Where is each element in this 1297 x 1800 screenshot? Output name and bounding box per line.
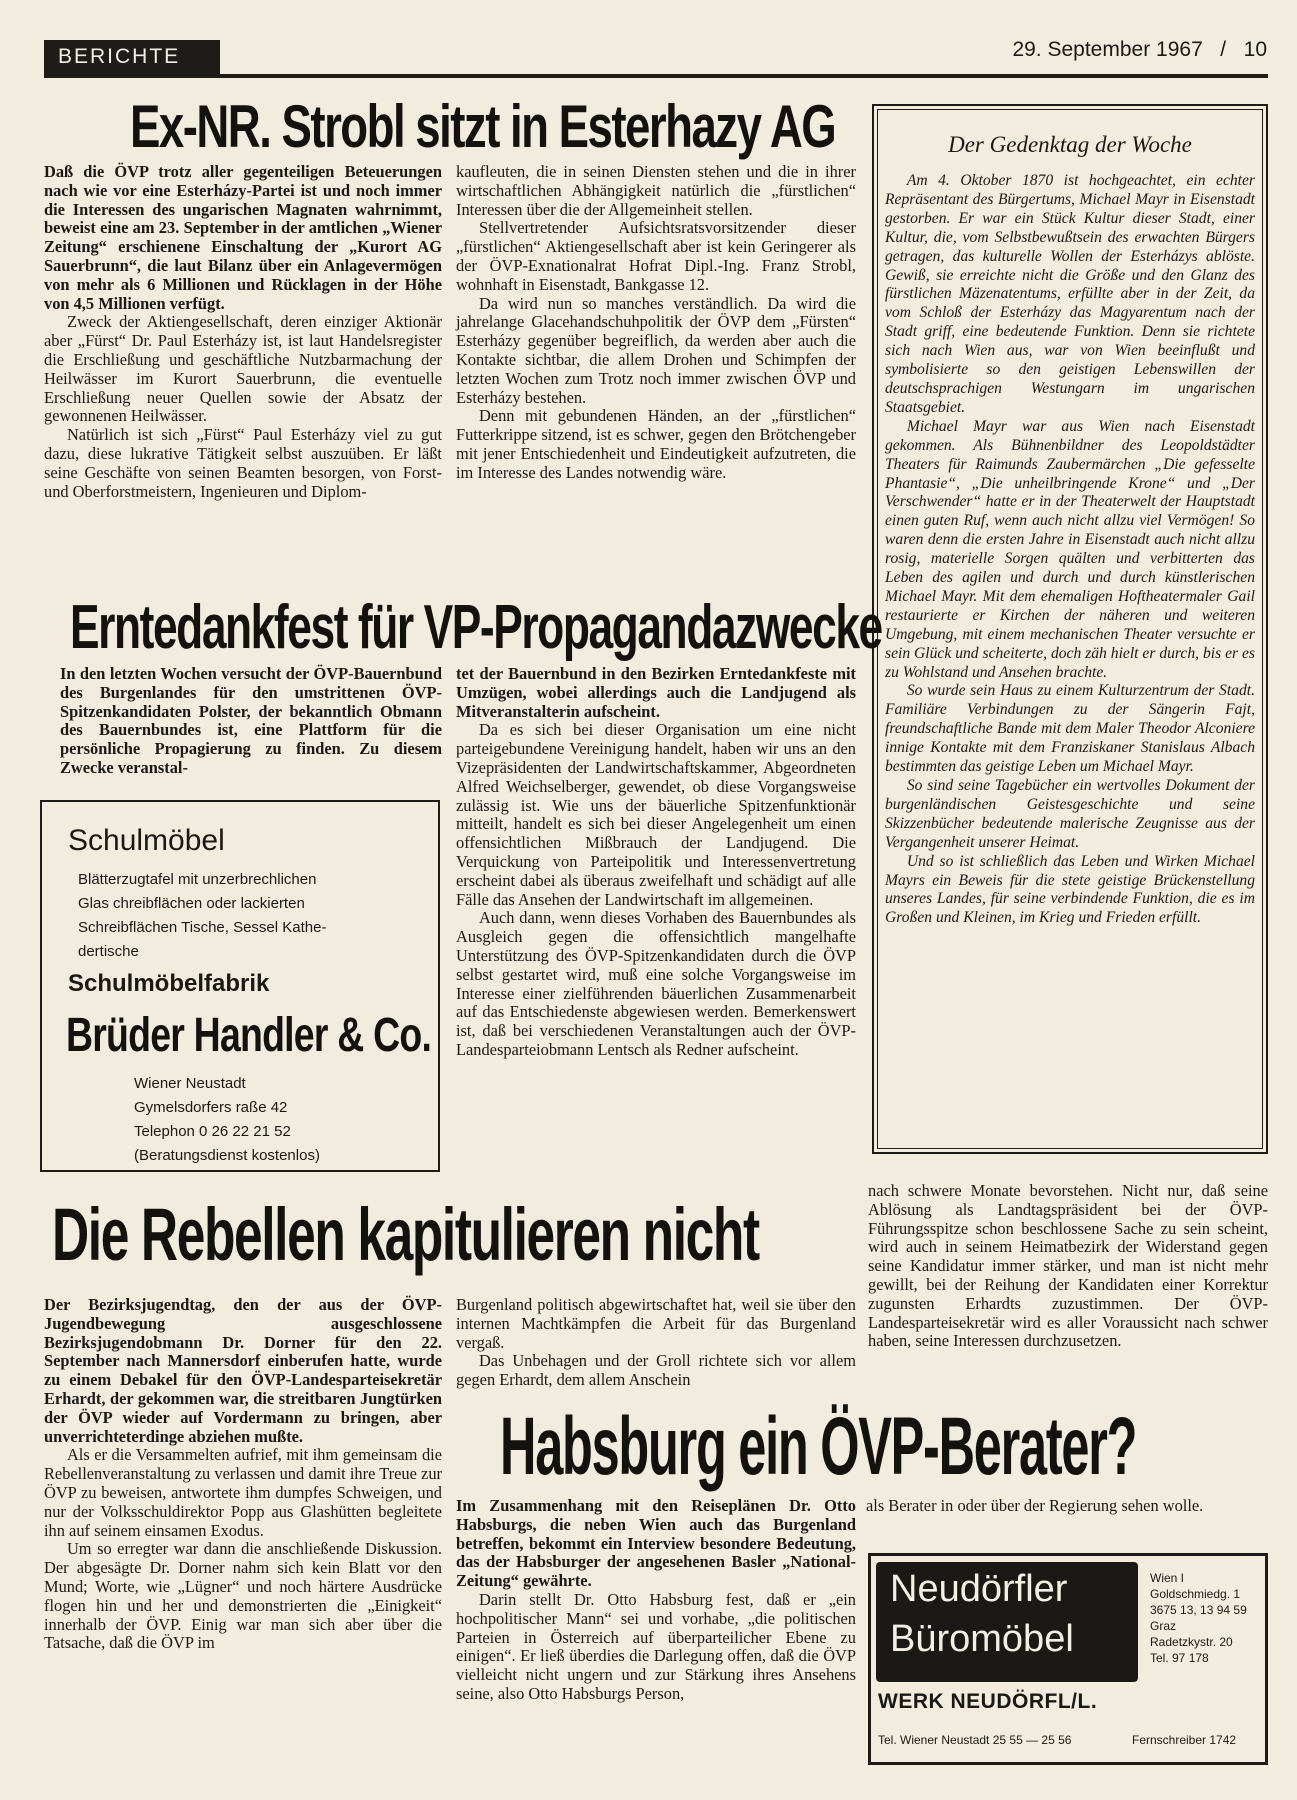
headline-strobl: Ex-NR. Strobl sitzt in Esterhazy AG xyxy=(130,93,836,160)
gedenktag-paragraph: So wurde sein Haus zu einem Kulturzentrum der Stadt. Familiäre Verbindungen zu der Sängerin Fajt, freundschaftliche Bande mit dem Maler Theodor Alconiere innige Kontakte mit dem Franziskaner Stanislaus Albach bestimmten das geistige Leben um Michael Mayr. xyxy=(885,682,1255,776)
article3-paragraph: Um so erregter war dann die anschließende Diskussion. Der abgesägte Dr. Dorner nahm sich kein Blatt vor den Mund; Worte, wie „Lügner“ und noch härtere Ausdrücke flogen hin und her und demonstrierten die „Einigkeit“ innerhalb der ÖVP. Einig war man sich aber über die Tatsache, daß die ÖVP im xyxy=(44,1539,442,1653)
gedenktag-text xyxy=(885,172,1255,928)
ad-address-line: Gymelsdorfers raße 42 xyxy=(134,1099,288,1116)
headline-erntedankfest: Erntedankfest für VP-Propagandazwecke xyxy=(70,593,882,662)
gedenktag-paragraph: So sind seine Tagebücher ein wertvolles Dokument der burgenländischen Geistesgeschichte und seine Skizzenbücher bedeutende malerische Zeugnisse aus der Vergangenheit unserer Heimat. xyxy=(885,777,1255,851)
ad-neudoerfler-works: WERK NEUDÖRFL/L. xyxy=(878,1690,1098,1713)
article4-paragraph: Darin stellt Dr. Otto Habsburg fest, daß er „ein hochpolitischer Mann“ sei und vorhabe, „die politischen Parteien in Österreich auf überparteilicher Ebene zu einigen“. Er ließ überdies die Darlegung offen, daß die ÖVP vielleicht nicht ungern und zur Stärkung ihres Ansehens seine, also Otto Habsburgs Person, xyxy=(456,1589,856,1703)
article4-col2 xyxy=(866,1497,1268,1516)
article4-col1 xyxy=(456,1497,856,1704)
article1-col2 xyxy=(456,163,856,483)
article3-col3 xyxy=(868,1182,1268,1351)
article1-lead: Daß die ÖVP trotz aller gegenteiligen Beteuerungen nach wie vor eine Esterházy-Partei ist und noch immer die Interessen des ungarischen Magnaten wahrnimmt, beweist eine am 23. September in der amtlichen „Wiener Zeitung“ erschienene Einschaltung der „Kurort AG Sauerbrunn“, die laut Bilanz über ein Anlagevermögen von mehr als 6 Millionen und Rücklagen in der Höhe von 4,5 Millionen verfügt. xyxy=(44,162,442,313)
ad-neudoerfler-telex: Fernschreiber 1742 xyxy=(1132,1733,1237,1747)
header-rule xyxy=(44,74,1268,78)
ad-contact-line: Graz xyxy=(1150,1619,1177,1633)
ad-neudoerfler-contact xyxy=(1150,1570,1247,1666)
ad-neudoerfler-line2: Büromöbel xyxy=(890,1618,1074,1660)
article4-paragraph: als Berater in oder über der Regierung sehen wolle. xyxy=(866,1496,1204,1515)
ad-company-name: Brüder Handler & Co. xyxy=(66,1009,432,1062)
article2-lead-col1 xyxy=(60,665,442,778)
article3-paragraph: Burgenland politisch abgewirtschaftet hat, weil sie über den internen Machtkämpfen die Arbeit für das Burgenland vergaß. xyxy=(456,1295,856,1352)
article1-paragraph: kaufleuten, die in seinen Diensten stehen und die in ihrer wirtschaftlichen Abhängigkeit natürlich die „fürstlichen“ Interessen über die der Allgemeinheit stellen. xyxy=(456,162,856,219)
article2-paragraph: Auch dann, wenn dieses Vorhaben des Bauernbundes als Ausgleich gegen die offensichtlich mangelhafte Unterstützung des ÖVP-Spitzenkandidaten durch die ÖVP selbst gestartet wird, muß eine solche Vorgangsweise im Interesse einer zielführenden bäuerlichen Zusammenarbeit auf das Entschiedenste abgewiesen werden. Bemerkenswert ist, daß bei verschiedenen Veranstaltungen auch der ÖVP-Landesparteiobmann Lentsch als Redner aufscheint. xyxy=(456,908,856,1059)
article1-paragraph: Zweck der Aktiengesellschaft, deren einziger Aktionär aber „Fürst“ Dr. Paul Esterházy ist, ist laut Handelsregister die Erschließung und geschäftliche Nutzbarmachung der Heilwässer im Kurort Sauerbrunn, die eventuelle Erschließung neuer Quellen sowie der Absatz der gewonnenen Heilwässer. xyxy=(44,312,442,426)
ad-contact-line: Tel. 97 178 xyxy=(1150,1651,1209,1665)
ad-contact-line: Goldschmiedg. 1 xyxy=(1150,1587,1241,1601)
article3-paragraph: Als er die Versammelten aufrief, mit ihm gemeinsam die Rebellenveranstaltung zu verlassen und damit ihre Treue zur ÖVP zu beweisen, antwortete ihm dumpfes Schweigen, und nur der Volksschuldirektor Popp aus Glashütten begleitete ihn auf seinem einsamen Exodus. xyxy=(44,1445,442,1540)
section-tag: BERICHTE xyxy=(44,40,220,74)
ad-address xyxy=(134,1072,320,1168)
ad-address-line: Wiener Neustadt xyxy=(134,1075,246,1092)
ad-desc-line: Blätterzugtafel mit unzerbrechlichen xyxy=(78,871,317,888)
ad-neudoerfler-line1: Neudörfler xyxy=(890,1568,1068,1610)
dateline xyxy=(985,38,1267,62)
headline-rebellen: Die Rebellen kapitulieren nicht xyxy=(52,1193,759,1276)
ad-desc-line: Glas chreibflächen oder lackierten xyxy=(78,895,305,912)
ad-schulmoebel-desc xyxy=(78,868,326,964)
gedenktag-paragraph: Und so ist schließlich das Leben und Wirken Michael Mayrs ein Beweis für die stete geistige Brückenstellung unseres Landes, für seine verbindende Funktion, die es im Großen und Kleinen, im Krieg und Frieden erfüllt. xyxy=(885,852,1255,927)
article2-lead-cont: tet der Bauernbund in den Bezirken Erntedankfeste mit Umzügen, wobei allerdings auch die Landjugend als Mitveranstalterin aufscheint. xyxy=(456,664,856,721)
article1-paragraph: Da wird nun so manches verständlich. Da wird die jahrelange Glacehandschuhpolitik der ÖVP dem „Fürsten“ Esterházy gegenüber begreiflich, da werden aber auch die Kontakte sichtbar, die allem Drohen und Schimpfen der letzten Wochen zum Trotz noch immer zwischen ÖVP und Esterházy bestehen. xyxy=(456,293,856,407)
article2-paragraph: Da es sich bei dieser Organisation um eine nicht parteigebundene Vereinigung handelt, haben wir uns an den Vizepräsidenten der Landwirtschaftskammer, Abgeordneten Alfred Weichselberger, gewendet, ob diese Vorgangsweise zulässig ist. Wie uns der bäuerliche Spitzenfunktionär mitteilt, handelt es sich bei dieser Angelegenheit um einen offensichtlichen Mißbrauch der Landjugend. Die Verquickung von Parteipolitik und Interessenvertretung erscheint dabei als überaus zweifelhaft und schädigt auf alle Fälle das Ansehen der Landwirtschaft im allgemeinen. xyxy=(456,720,856,909)
ad-address-line: (Beratungsdienst kostenlos) xyxy=(134,1147,320,1164)
article3-col2 xyxy=(456,1296,856,1390)
ad-contact-line: Wien I xyxy=(1150,1571,1185,1585)
article2-col2 xyxy=(456,665,856,1060)
article2-lead: In den letzten Wochen versucht der ÖVP-Bauernbund des Burgenlandes für den umstrittenen ÖVP-Spitzenkandidaten Polster, der bekanntlich Obmann des Bauernbundes ist, eine Plattform für die persönliche Propagierung zu finden. Zu diesem Zwecke veranstal- xyxy=(60,664,442,777)
article1-paragraph: Denn mit gebundenen Händen, an der „fürstlichen“ Futterkrippe sitzend, ist es schwer, gegen den Brötchengeber mit jener Entschiedenheit und Eindeutigkeit aufzutreten, die im Interesse des Landes notwendig wäre. xyxy=(456,406,856,482)
ad-address-line: Telephon 0 26 22 21 52 xyxy=(134,1123,291,1140)
date-separator: / xyxy=(1220,38,1227,61)
article4-lead: Im Zusammenhang mit den Reiseplänen Dr. Otto Habsburgs, die neben Wien auch das Burgenland betreffen, bekommt ein Interview besondere Bedeutung, das der Habsburger der angesehenen Basler „National-Zeitung“ gewährte. xyxy=(456,1496,856,1591)
ad-schulmoebel-title: Schulmöbel xyxy=(68,824,225,857)
page-number: 10 xyxy=(1243,38,1267,61)
ad-contact-line: Radetzkystr. 20 xyxy=(1150,1635,1233,1649)
gedenktag-paragraph: Am 4. Oktober 1870 ist hochgeachtet, ein echter Repräsentant des Bürgertums, Michael Mayr in Eisenstadt gestorben. Er war ein Stück Kultur dieser Stadt, einer Kultur, die, vom Selbstbewußtsein des erwachten Bürgers getragen, das kulturelle Wollen der Esterházys ablöste. Gewiß, sie erreichte nicht die Größe und den Glanz des fürstlichen Mäzenatentums, erfüllte aber in der Zeit, da vom Schloß der Esterházy das Magyarentum nach der Stadt griff, eine bedeutende Funktion. Denn sie richtete sich nach Wien aus, war von Wien beeinflußt und symbolisierte so den geistigen Lebenswillen der deutschsprachigen Westungarn im ungarischen Staatsgebiet. xyxy=(885,172,1255,416)
article1-paragraph: Natürlich ist sich „Fürst“ Paul Esterházy viel zu gut dazu, diese lukrative Tätigkeit selbst auszuüben. Er läßt seine Geschäfte von seinen Beamten besorgen, von Forst- und Oberforstmeistern, Ingenieuren und Diplom- xyxy=(44,425,442,501)
ad-factory: Schulmöbelfabrik xyxy=(68,970,270,997)
issue-date: 29. September 1967 xyxy=(1012,38,1203,61)
ad-neudoerfler-tel: Tel. Wiener Neustadt 25 55 — 25 56 xyxy=(878,1733,1072,1747)
article3-lead: Der Bezirksjugendtag, den der aus der ÖVP-Jugendbewegung ausgeschlossene Bezirksjugendobmann Dr. Dorner für den 22. September nach Mannersdorf einberufen hatte, wurde zu einem Debakel für den ÖVP-Landesparteisekretär Erhardt, der gekommen war, die streitbaren Jungtürken der ÖVP wieder auf Vordermann zu bringen, aber unverrichteterdinge abziehen mußte. xyxy=(44,1295,442,1446)
gedenktag-title: Der Gedenktag der Woche xyxy=(948,132,1192,157)
article3-paragraph: nach schwere Monate bevorstehen. Nicht nur, daß seine Ablösung als Landtagspräsident bei der ÖVP-Führungsspitze schon beschlossene Sache zu sein scheint, wird auch in seinem Heimatbezirk der Widerstand gegen seine Kandidatur immer stärker, und man ist nicht mehr gewillt, bei der Reihung der Kandidaten einer Korrektur zugunsten Erhardts zuzustimmen. Der ÖVP-Landesparteisekretär wird es aller Voraussicht nach schwer haben, seine Interessen durchzusetzen. xyxy=(868,1181,1268,1351)
article1-paragraph: Stellvertretender Aufsichtsratsvorsitzender dieser „fürstlichen“ Aktiengesellschaft aber ist kein Geringerer als der ÖVP-Exnationalrat Hofrat Dipl.-Ing. Franz Strobl, wohnhaft in Eisenstadt, Bankgasse 12. xyxy=(456,218,856,294)
article1-col1 xyxy=(44,163,442,501)
ad-contact-line: 3675 13, 13 94 59 xyxy=(1150,1603,1247,1617)
article3-paragraph: Das Unbehagen und der Groll richtete sich vor allem gegen Erhardt, dem allem Anschein xyxy=(456,1351,856,1390)
headline-habsburg: Habsburg ein ÖVP-Berater? xyxy=(500,1401,1137,1492)
ad-desc-line: Schreibflächen Tische, Sessel Kathe- xyxy=(78,919,327,936)
gedenktag-paragraph: Michael Mayr war aus Wien nach Eisenstadt gekommen. Als Bühnenbildner des Leopoldstädter Theaters für Raimunds Zaubermärchen „Die gefesselte Phantasie“, „Die unheilbringende Krone“ und „Der Verschwender“ hatte er in der Theaterwelt der Hauptstadt einen guten Ruf, wenn auch nicht allzu viel Vermögen! So waren denn die ersten Jahre in Eisenstadt auch nicht allzu rosig, materielle Sorgen quälten und verbitterten das Leben des agilen und durch und durch künstlerischen Michael Mayr. Mit dem ehemaligen Hoftheatermaler Gail restaurierte er Kirchen der näheren und weiteren Umgebung, mit einem mechanischen Theater versuchte er sein Glück und scheiterte, doch zäh hielt er durch, bis er es zu Wohlstand und Ansehen brachte. xyxy=(885,417,1255,681)
ad-desc-line: dertische xyxy=(78,943,139,960)
article3-col1 xyxy=(44,1296,442,1653)
